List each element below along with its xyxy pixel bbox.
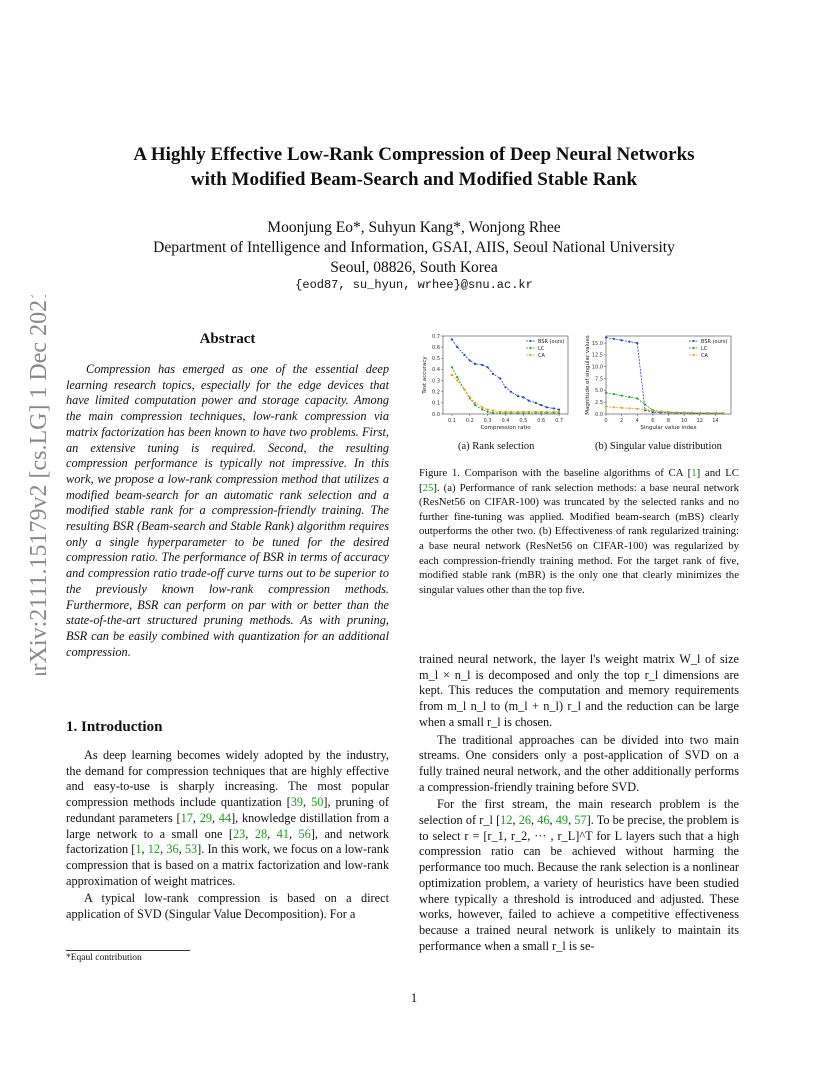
- y-tick-label: 0.7: [432, 333, 440, 340]
- data-point: [675, 411, 677, 413]
- data-point: [492, 410, 494, 412]
- citation-link[interactable]: 25: [422, 481, 434, 494]
- data-point: [714, 412, 716, 414]
- x-axis-label: Compression ratio: [480, 425, 531, 431]
- y-tick-label: 2.5: [595, 399, 603, 406]
- figure-singular-values: [578, 330, 738, 443]
- data-point: [613, 406, 615, 408]
- data-point: [499, 411, 501, 413]
- y-axis-label: Magnitude of singular values: [585, 335, 591, 415]
- x-axis-label: Singular value index: [640, 425, 697, 431]
- citation-link[interactable]: 53: [184, 842, 198, 857]
- data-point: [613, 338, 615, 340]
- data-point: [481, 364, 483, 366]
- author-block: [80, 218, 748, 278]
- abstract: [66, 362, 389, 660]
- series-line: [606, 393, 723, 413]
- citation-link[interactable]: 44: [218, 810, 232, 825]
- title-line-1: A Highly Effective Low-Rank Compression of Deep Neural Networks: [133, 144, 695, 165]
- footnote-rule: [66, 950, 190, 951]
- data-point: [540, 404, 542, 406]
- legend-marker: [692, 354, 694, 356]
- data-point: [691, 411, 693, 413]
- right-paragraph-2: The traditional approaches can be divided into two main streams. One considers only a post-application of SVD on a fully trained neural network, and the other additionally performs a compression-friendly training before SVD.: [419, 732, 739, 794]
- page-number: 1: [410, 990, 418, 1005]
- section-heading: 1. Introduction: [66, 719, 163, 735]
- data-point: [481, 406, 483, 408]
- x-tick-label: 0.1: [447, 418, 456, 424]
- x-tick-label: 8: [666, 418, 671, 424]
- y-tick-label: 0.0: [432, 411, 440, 418]
- citation-link[interactable]: 1: [135, 842, 142, 857]
- citation-link[interactable]: 29: [199, 810, 212, 825]
- data-point: [683, 411, 685, 413]
- data-point: [456, 346, 458, 348]
- x-tick-label: 0.6: [537, 418, 546, 424]
- data-point: [528, 400, 530, 402]
- data-point: [553, 411, 555, 413]
- authors: Moonjung Eo*, Suhyun Kang*, Wonjong Rhee: [267, 219, 561, 236]
- data-point: [535, 402, 537, 404]
- data-point: [522, 396, 524, 398]
- x-tick-label: 10: [680, 418, 688, 424]
- legend-marker: [692, 347, 694, 349]
- legend-marker: [529, 340, 531, 342]
- citation-link[interactable]: 49: [555, 813, 569, 828]
- right-column-text: [419, 652, 739, 956]
- legend-label: CA: [701, 352, 708, 359]
- x-tick-label: 6: [651, 418, 655, 424]
- x-tick-label: 12: [696, 418, 703, 424]
- data-point: [605, 392, 607, 394]
- citation-link[interactable]: 41: [276, 826, 289, 841]
- citation-link[interactable]: 50: [311, 795, 324, 810]
- data-point: [487, 411, 489, 413]
- affiliation: Department of Intelligence and Information, GSAI, AIIS, Seoul National University: [153, 239, 675, 256]
- data-point: [451, 338, 453, 340]
- y-tick-label: 0.3: [432, 378, 440, 385]
- data-point: [510, 391, 512, 393]
- data-point: [545, 411, 547, 413]
- data-point: [528, 411, 530, 413]
- abstract-text: Compression has emerged as one of the essential deep learning research topics, especially for the edge devices that have limited computation power and storage capacity. Among the main compression techniques, low-rank compression via matrix factorization has been known to have two problems. First, an extensive tuning is required. Second, the resulting compression performance is typically not impressive. In this work, we propose a low-rank compression method that utilizes a modified beam-search for an automatic rank selection and a modified stable rank for a compression-friendly training. The resulting BSR (Beam-search and Stable Rank) algorithm requires only a single hyperparameter to be tuned for the desired compression ratio. The performance of BSR in terms of accuracy and compression ratio trade-off curve turns out to be superior to the previously known low-rank compression methods. Furthermore, BSR can perform on par with or better than the state-of-the-art structured pruning methods. As with pruning, BSR can be easily combined with quantization for an additional compression.: [66, 362, 389, 659]
- x-tick-label: 0.2: [465, 418, 474, 424]
- x-tick-label: 4: [635, 418, 639, 424]
- data-point: [463, 388, 465, 390]
- data-point: [706, 412, 708, 414]
- data-point: [517, 411, 519, 413]
- data-point: [722, 412, 724, 414]
- legend-marker: [529, 347, 531, 349]
- data-point: [652, 410, 654, 412]
- x-tick-label: 0.3: [483, 418, 492, 424]
- data-point: [492, 412, 494, 414]
- citation-link[interactable]: 26: [518, 813, 531, 828]
- legend-label: BSR (ours): [538, 338, 565, 345]
- x-tick-label: 0: [604, 418, 608, 424]
- data-point: [628, 341, 630, 343]
- x-tick-label: 0.5: [519, 418, 528, 424]
- data-point: [636, 342, 638, 344]
- citation-link[interactable]: 12: [147, 842, 161, 857]
- data-point: [535, 411, 537, 413]
- legend-label: LC: [701, 345, 708, 352]
- data-point: [504, 386, 506, 388]
- legend-label: LC: [538, 345, 545, 352]
- legend-marker: [529, 354, 531, 356]
- y-tick-label: 0.5: [432, 356, 440, 363]
- data-point: [504, 411, 506, 413]
- legend-label: BSR (ours): [701, 338, 728, 345]
- citation-link[interactable]: 36: [166, 842, 179, 857]
- citation-link[interactable]: 46: [537, 813, 550, 828]
- citation-link[interactable]: 28: [254, 826, 268, 841]
- arxiv-stamp: [16, 295, 60, 675]
- data-point: [474, 404, 476, 406]
- data-point: [621, 394, 623, 396]
- arxiv-label: arXiv:2111.15179v2 [cs.LG] 1 Dec 2021: [26, 295, 52, 675]
- data-point: [456, 379, 458, 381]
- y-axis-label: Test accuracy: [422, 356, 428, 394]
- figure-rank-selection: [415, 330, 575, 443]
- citation-link[interactable]: 39: [290, 795, 304, 810]
- right-paragraph-1: trained neural network, the layer l's weight matrix W_l of size m_l × n_l is decomposed and only the top r_l dimensions are kept. This reduces the computation and memory requirements from m_l n_l to (m_l + n_l) r_l and the reduction can be large when a small r_l is chosen.: [419, 652, 739, 729]
- data-point: [451, 366, 453, 368]
- intro-paragraph-2: A typical low-rank compression is based on a direct application of SVD (Singular Value Decomposition). For a: [66, 891, 389, 922]
- data-point: [644, 403, 646, 405]
- subfigure-caption-b: (b) Singular value distribution: [595, 441, 722, 452]
- citation-link[interactable]: 1: [691, 467, 697, 479]
- data-point: [487, 408, 489, 410]
- data-point: [481, 408, 483, 410]
- data-point: [469, 396, 471, 398]
- x-tick-label: 0.4: [501, 418, 510, 424]
- data-point: [545, 406, 547, 408]
- subfigure-caption-a: (a) Rank selection: [458, 441, 535, 452]
- data-point: [492, 373, 494, 375]
- y-tick-label: 0.6: [432, 344, 440, 351]
- data-point: [699, 412, 701, 414]
- singular-value-chart: [578, 330, 738, 438]
- intro-paragraph-1: As deep learning becomes widely adopted by the industry, the demand for compression techniques that are highly effective and easy-to-use is sharply increasing. The most popular compression methods include quantization [39, 50], pruning of redundant parameters [17, 29, 44], knowledge distillation from a large network to a small one [23, 28, 41, 56], and network factorization [1, 12, 36, 53]. In this work, we focus on a low-rank compression that is based on a matrix factorization and low-rank approximation of weight matrices.: [66, 748, 389, 888]
- x-tick-label: 14: [712, 418, 719, 424]
- y-tick-label: 7.5: [595, 376, 603, 383]
- footnote: *Eqaul contribution: [66, 953, 142, 963]
- data-point: [558, 408, 560, 410]
- citation-link[interactable]: 56: [298, 826, 311, 841]
- x-tick-label: 2: [620, 418, 624, 424]
- x-tick-label: 0.7: [555, 418, 564, 424]
- data-point: [553, 407, 555, 409]
- plot-frame: [606, 336, 731, 414]
- citation-link[interactable]: 17: [180, 810, 193, 825]
- legend-marker: [692, 340, 694, 342]
- data-point: [474, 363, 476, 365]
- data-point: [517, 395, 519, 397]
- data-point: [644, 408, 646, 410]
- series-line: [606, 406, 723, 413]
- email: {eod87, su_hyun, wrhee}@snu.ac.kr: [295, 278, 533, 292]
- y-tick-label: 0.4: [432, 367, 440, 374]
- data-point: [522, 411, 524, 413]
- data-point: [469, 359, 471, 361]
- data-point: [605, 336, 607, 338]
- data-point: [487, 366, 489, 368]
- legend-label: CA: [538, 352, 545, 359]
- data-point: [499, 377, 501, 379]
- data-point: [628, 407, 630, 409]
- citation-link[interactable]: 12: [500, 813, 513, 828]
- y-tick-label: 0.1: [432, 400, 440, 407]
- rank-selection-chart: [415, 330, 575, 438]
- data-point: [463, 354, 465, 356]
- data-point: [456, 376, 458, 378]
- introduction: [66, 748, 389, 925]
- address: Seoul, 08826, South Korea: [330, 259, 498, 276]
- citation-link[interactable]: 23: [233, 826, 246, 841]
- data-point: [510, 411, 512, 413]
- data-point: [660, 411, 662, 413]
- data-point: [613, 393, 615, 395]
- y-tick-label: 0.2: [432, 389, 440, 396]
- data-point: [621, 339, 623, 341]
- data-point: [474, 402, 476, 404]
- right-paragraph-3: For the first stream, the main research problem is the selection of r_l [12, 26, 46, 49, 57]. To be precise, the problem is to select r = [r_1, r_2, ··· , r_L]^T for L layers such that a high compression ratio can be achieved without harming the performance too much. Because the rank selection is a nonlinear optimization problem, a variety of heuristics have been studied where typically a threshold is introduced and adjusted. These works, however, failed to achieve a competitive effectiveness because a trained neural network is unlikely to maintain its performance when a small r_l is se-: [419, 797, 739, 953]
- y-tick-label: 15.0: [591, 340, 603, 347]
- y-tick-label: 5.0: [595, 388, 603, 395]
- data-point: [540, 411, 542, 413]
- title-line-2: with Modified Beam-Search and Modified Stable Rank: [190, 169, 638, 190]
- data-point: [636, 397, 638, 399]
- plot-frame: [443, 336, 568, 414]
- data-point: [636, 408, 638, 410]
- y-tick-label: 0.0: [595, 411, 603, 418]
- citation-link[interactable]: 57: [574, 813, 587, 828]
- y-tick-label: 10.0: [591, 364, 603, 371]
- data-point: [605, 405, 607, 407]
- paper-title: [80, 142, 748, 192]
- figure-caption: Figure 1. Comparison with the baseline algorithms of CA [1] and LC [25]. (a) Performance of rank selection methods: a base neural network (ResNet56 on CIFAR-100) was truncated by the selected ranks and no further fine-tuning was applied. Modified beam-search (mBS) clearly outperforms the other two. (b) Effectiveness of rank regularized training: a base neural network (ResNet56 on CIFAR-100) was regularized by each compression-friendly training method. For the target rank of five, modified stable rank (mBR) is the only one that clearly minimizes the singular values other than the top five.: [419, 467, 740, 596]
- arxiv-identifier: [16, 295, 60, 675]
- data-point: [451, 374, 453, 376]
- data-point: [621, 407, 623, 409]
- data-point: [667, 411, 669, 413]
- data-point: [558, 411, 560, 413]
- y-tick-label: 12.5: [591, 352, 603, 359]
- data-point: [628, 396, 630, 398]
- abstract-heading: Abstract: [199, 331, 256, 347]
